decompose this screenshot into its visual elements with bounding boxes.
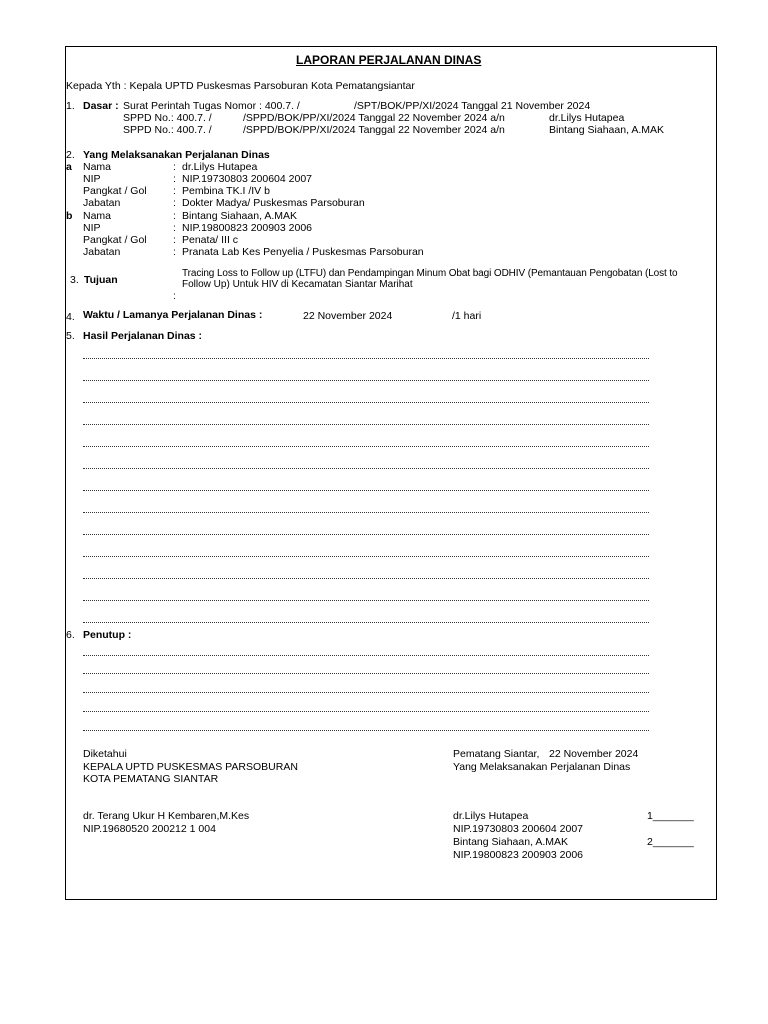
field-label: Nama xyxy=(83,210,112,222)
field-colon: : xyxy=(173,197,176,209)
dasar-line2-c: dr.Lilys Hutapea xyxy=(549,112,625,124)
kepala-title: KEPALA UPTD PUSKESMAS PARSOBURAN xyxy=(83,761,298,773)
signature-line-2: 2_______ xyxy=(647,836,694,848)
waktu-label: Waktu / Lamanya Perjalanan Dinas : xyxy=(83,309,263,321)
hasil-label: Hasil Perjalanan Dinas : xyxy=(83,330,203,342)
dotted-line xyxy=(83,622,649,623)
field-label: Pangkat / Gol xyxy=(83,185,147,197)
field-label: NIP xyxy=(83,222,101,234)
section-number: 5. xyxy=(66,330,75,342)
person-a-letter: a xyxy=(66,161,72,173)
dasar-line1-a: Surat Perintah Tugas Nomor : 400.7. / xyxy=(123,100,300,112)
dotted-line xyxy=(83,424,649,425)
tujuan-text-line1: Tracing Loss to Follow up (LTFU) dan Pendampingan Minum Obat bagi ODHIV (Pemantauan Pengobatan (Lost to xyxy=(182,268,678,279)
tujuan-text-line2: Follow Up) Untuk HIV di Kecamatan Siantar Marihat xyxy=(182,279,413,290)
kepala-city: KOTA PEMATANG SIANTAR xyxy=(83,773,219,785)
kepala-nip: NIP.19680520 200212 1 004 xyxy=(83,823,216,835)
pelaksana-1-name: dr.Lilys Hutapea xyxy=(453,810,529,822)
section-number: 2. xyxy=(66,149,75,161)
person-a-position: Dokter Madya/ Puskesmas Parsoburan xyxy=(182,197,365,209)
penutup-label: Penutup : xyxy=(83,629,132,641)
document-title: LAPORAN PERJALANAN DINAS xyxy=(296,53,482,67)
dotted-line xyxy=(83,358,649,359)
dotted-line xyxy=(83,490,649,491)
person-a-name: dr.Lilys Hutapea xyxy=(182,161,258,173)
dotted-line xyxy=(83,534,649,535)
dotted-line xyxy=(83,600,649,601)
pelaksana-title: Yang Melaksanakan Perjalanan Dinas xyxy=(453,761,631,773)
field-colon: : xyxy=(173,161,176,173)
field-colon: : xyxy=(173,222,176,234)
dotted-line xyxy=(83,711,649,712)
pelaksana-label: Yang Melaksanakan Perjalanan Dinas xyxy=(83,149,270,161)
dotted-line xyxy=(83,730,649,731)
person-b-name: Bintang Siahaan, A.MAK xyxy=(182,210,297,222)
sign-date: 22 November 2024 xyxy=(549,748,639,760)
field-colon: : xyxy=(173,246,176,258)
field-colon: : xyxy=(173,185,176,197)
signature-line-1: 1_______ xyxy=(647,810,694,822)
person-a-rank: Pembina TK.I /IV b xyxy=(182,185,270,197)
dotted-line xyxy=(83,578,649,579)
dotted-line xyxy=(83,512,649,513)
waktu-date: 22 November 2024 xyxy=(303,310,393,322)
section-number: 1. xyxy=(66,100,75,112)
dasar-line3-a: SPPD No.: 400.7. / xyxy=(123,124,212,136)
section-number: 6. xyxy=(66,629,75,641)
pelaksana-2-name: Bintang Siahaan, A.MAK xyxy=(453,836,568,848)
field-label: NIP xyxy=(83,173,101,185)
place-label: Pematang Siantar, xyxy=(453,748,540,760)
person-b-nip: NIP.19800823 200903 2006 xyxy=(182,222,313,234)
dasar-line3-b: /SPPD/BOK/PP/XI/2024 Tanggal 22 November 2024 a/n xyxy=(243,124,505,136)
field-colon: : xyxy=(173,173,176,185)
field-colon: : xyxy=(173,234,176,246)
pelaksana-2-nip: NIP.19800823 200903 2006 xyxy=(453,849,584,861)
dotted-line xyxy=(83,402,649,403)
dotted-line xyxy=(83,655,649,656)
dasar-label: Dasar : xyxy=(83,100,119,112)
tujuan-label: Tujuan xyxy=(84,274,118,286)
field-label: Jabatan xyxy=(83,197,121,209)
field-colon: : xyxy=(173,210,176,222)
dotted-line xyxy=(83,468,649,469)
field-label: Jabatan xyxy=(83,246,121,258)
kepala-name: dr. Terang Ukur H Kembaren,M.Kes xyxy=(83,810,250,822)
field-label: Nama xyxy=(83,161,112,173)
dasar-line3-c: Bintang Siahaan, A.MAK xyxy=(549,124,664,136)
pelaksana-1-nip: NIP.19730803 200604 2007 xyxy=(453,823,584,835)
section-number: 3. xyxy=(70,274,79,286)
dasar-line2-a: SPPD No.: 400.7. / xyxy=(123,112,212,124)
dotted-line xyxy=(83,692,649,693)
dotted-line xyxy=(83,446,649,447)
diketahui-text: Diketahui xyxy=(83,748,127,760)
field-label: Pangkat / Gol xyxy=(83,234,147,246)
person-a-nip: NIP.19730803 200604 2007 xyxy=(182,173,313,185)
dotted-line xyxy=(83,673,649,674)
dasar-line1-b: /SPT/BOK/PP/XI/2024 Tanggal 21 November 2024 xyxy=(354,100,591,112)
person-b-position: Pranata Lab Kes Penyelia / Puskesmas Parsoburan xyxy=(182,246,424,258)
section-number: 4. xyxy=(66,311,75,323)
field-colon: : xyxy=(173,290,176,302)
waktu-duration: /1 hari xyxy=(452,310,482,322)
person-b-letter: b xyxy=(66,210,73,222)
recipient-line: Kepada Yth : Kepala UPTD Puskesmas Parsoburan Kota Pematangsiantar xyxy=(66,80,415,92)
person-b-rank: Penata/ III c xyxy=(182,234,239,246)
dotted-line xyxy=(83,556,649,557)
dasar-line2-b: /SPPD/BOK/PP/XI/2024 Tanggal 22 November 2024 a/n xyxy=(243,112,505,124)
dotted-line xyxy=(83,380,649,381)
